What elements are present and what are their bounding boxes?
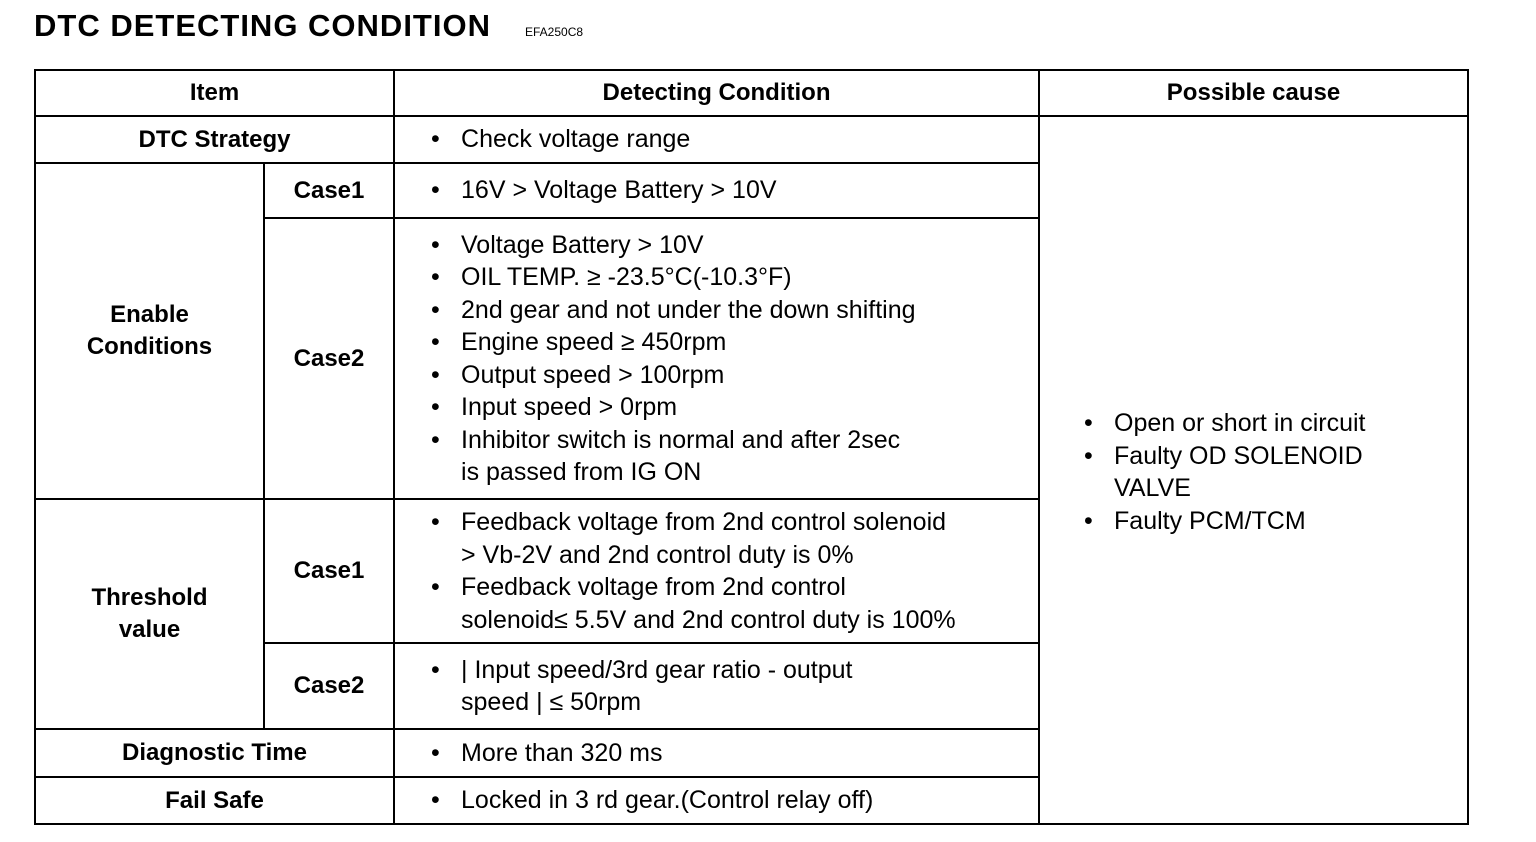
condition-item: • Voltage Battery > 10V <box>421 229 1026 262</box>
column-header-item: Item <box>35 70 394 116</box>
row-label-enable-conditions: Enable Conditions <box>35 163 264 499</box>
row-label-diagnostic-time: Diagnostic Time <box>35 729 394 777</box>
condition-item: • Input speed > 0rpm <box>421 391 1026 424</box>
fail-safe-conditions <box>394 777 1039 824</box>
condition-item: • Output speed > 100rpm <box>421 359 1026 392</box>
condition-item: • Inhibitor switch is normal and after 2sec is passed from IG ON <box>421 424 1026 489</box>
diagnostic-time-conditions <box>394 729 1039 777</box>
case-label-threshold-case2: Case2 <box>264 643 394 729</box>
condition-item: • Feedback voltage from 2nd control solenoid > Vb-2V and 2nd control duty is 0% <box>421 506 1026 571</box>
condition-item: • Engine speed ≥ 450rpm <box>421 326 1026 359</box>
condition-item: • OIL TEMP. ≥ -23.5°C(-10.3°F) <box>421 261 1026 294</box>
row-label-threshold-value: Threshold value <box>35 499 264 729</box>
case-label-enable-case2: Case2 <box>264 218 394 499</box>
condition-item: • More than 320 ms <box>421 737 1026 770</box>
case-label-enable-case1: Case1 <box>264 163 394 218</box>
condition-item: • 2nd gear and not under the down shifting <box>421 294 1026 327</box>
condition-item: • Locked in 3 rd gear.(Control relay off) <box>421 784 1026 817</box>
enable-case1-conditions <box>394 163 1039 218</box>
possible-cause-item: • Faulty PCM/TCM <box>1074 505 1455 538</box>
enable-case2-conditions <box>394 218 1039 499</box>
column-header-detecting-condition: Detecting Condition <box>394 70 1039 116</box>
page-header <box>34 8 583 44</box>
table-row-dtc-strategy <box>35 116 1468 163</box>
threshold-case1-conditions <box>394 499 1039 643</box>
threshold-case2-conditions <box>394 643 1039 729</box>
page-title: DTC DETECTING CONDITION <box>34 8 491 43</box>
column-header-possible-cause: Possible cause <box>1039 70 1468 116</box>
row-label-fail-safe: Fail Safe <box>35 777 394 824</box>
dtc-strategy-conditions <box>394 116 1039 163</box>
table-header-row <box>35 70 1468 116</box>
possible-cause-item: • Open or short in circuit <box>1074 407 1455 440</box>
condition-item: • Check voltage range <box>421 123 1026 156</box>
document-code: EFA250C8 <box>525 25 584 39</box>
possible-cause-cell <box>1039 116 1468 824</box>
possible-cause-item: • Faulty OD SOLENOID VALVE <box>1074 440 1455 505</box>
condition-item: • | Input speed/3rd gear ratio - output speed | ≤ 50rpm <box>421 654 1026 719</box>
row-label-dtc-strategy: DTC Strategy <box>35 116 394 163</box>
dtc-condition-table <box>34 69 1469 825</box>
condition-item: • Feedback voltage from 2nd control solenoid≤ 5.5V and 2nd control duty is 100% <box>421 571 1026 636</box>
case-label-threshold-case1: Case1 <box>264 499 394 643</box>
condition-item: • 16V > Voltage Battery > 10V <box>421 174 1026 207</box>
